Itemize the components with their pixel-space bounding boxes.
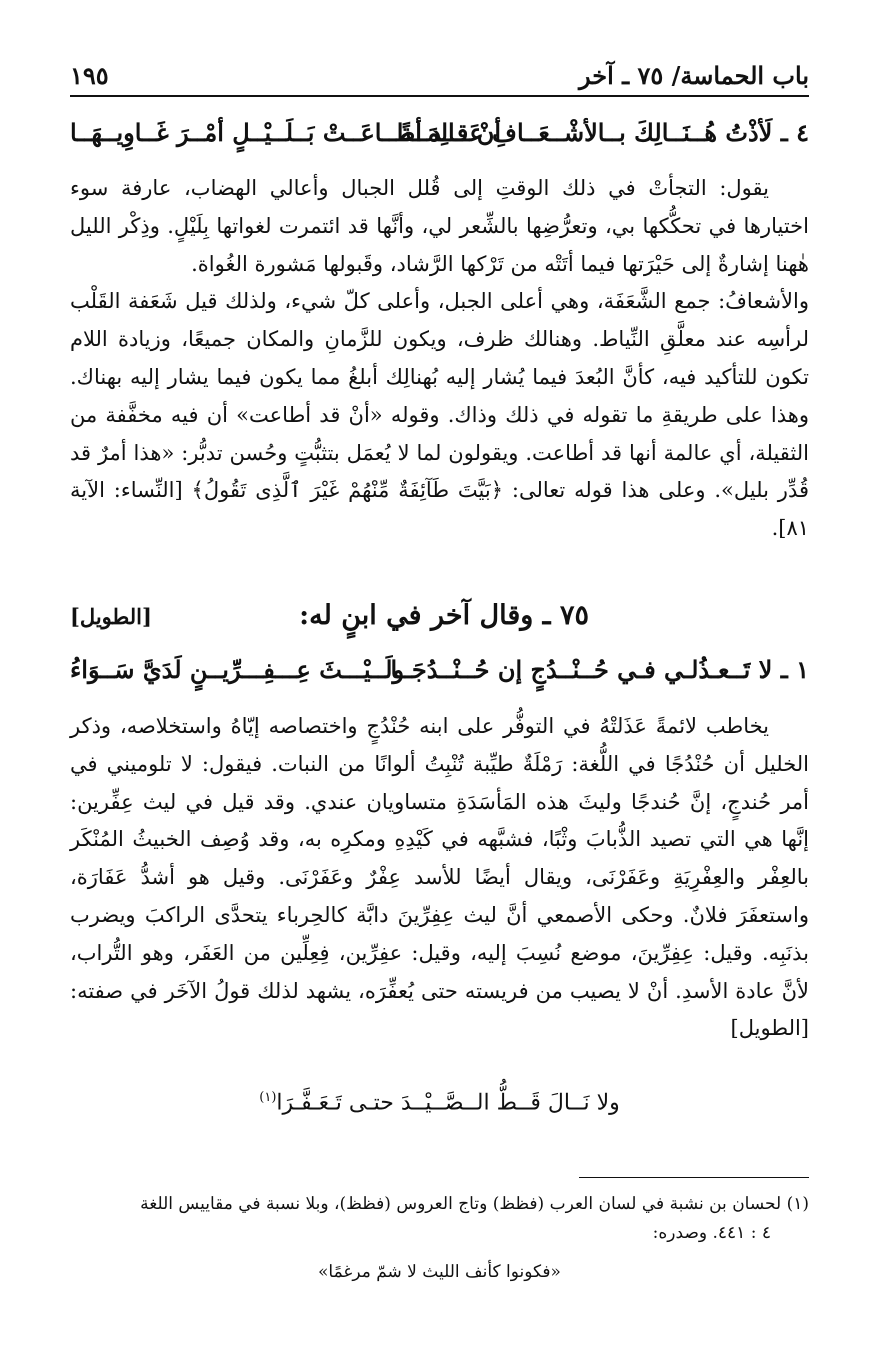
verse-1-second-hemistich: ولَــيْـــثَ عِـــفِـــرِّيــنٍ لَدَيَّ سَــوَاءُ <box>70 655 405 684</box>
commentary-paragraph: يخاطب لائمةً عَذَلتْهُ في التوفُّر على ابنه حُنْدُجٍ واختصاصه إيّاهُ واستخلاصه، وذكر الخليل أن حُنْدُجًا في اللُّغة: رَمْلَةٌ طيِّبة تُنْبِتُ ألوانًا من النبات. فيقول: لا تلوميني في أمر حُندجٍ، إنَّ حُندجًا وليثَ هذه المَأسَدَةِ متساويان عندي. وقد قيل في ليث عِفِّرين: إنَّها هي التي تصيد الذُّبابَ وثْبًا، فشبَّهه في كَيْدِهِ ومكرِه به، وقد وُصِف الخبيثُ المُنْكَر بالعِفْر والعِفْرِيَةِ وعَفَرْنَى، ويقال أيضًا للأسد عِفْرٌ وعَفَرْنَى. وقيل هو أشدُّ عَفَارَة، واستعفَرَ فلانٌ. وحكى الأصمعي أنَّ ليث عِفِرِّينَ دابَّة كالحِرباء يتحدَّى الراكبَ ويضرب بذنَبِه. وقيل: عِفِرِّينَ، موضع نُسِبَ إليه، وقيل: عفِرِّين، فِعِلِّين من العَفَر، وهو التُّراب، لأنَّ عادة الأسدِ. أنْ لا يصيب من فريسته حتى يُعفِّرَه، يشهد لذلك قولُ الآخَر في صفته: [الطويل] <box>70 714 809 1041</box>
verse-1 <box>70 655 809 697</box>
commentary-paragraph: يقول: التجأتْ في ذلك الوقتِ إلى قُلل الجبال وأعالي الهضاب، عارفة سوء اختيارها في تحكُّكها بي، وتعرُّضِها بالشِّعر لي، وأنَّها قد ائتمرت لغواتها بِلَيْلٍ. وذِكْر الليل هٰهنا إشارةٌ إلى حَيْرَتها فيما أتَتْه من تَرْكها الرَّشاد، وقَبولها مَشورة الغُواة. <box>70 176 809 276</box>
verse-4-first-hemistich: ٤ ـ لَأذْتُ هُــنَــالِكَ بــالأشْــعَــافِ عَــالِمَــةً <box>399 118 809 147</box>
commentary-paragraph: والأشعافُ: جمع الشَّعَفَة، وهي أعلى الجبل، وأعلى كلّ شيء، ولذلك قيل شَعَفة القَلْب لرأسِه عند معلَّقِ النِّياط. وهنالك ظرف، ويكون للزَّمانِ والمكان جميعًا، وزيادة اللام تكون للتأكيد فيه، كأنَّ البُعدَ فيما يُشار إليه بُهنالِك أبلغُ مما يكون فيما يشار إليه بهناك. وهذا على طريقةِ ما تقوله في ذلك وذاك. وقوله «أنْ قد أطاعت» أن فيه مخفَّفة من الثقيلة، أي عالمة أنها قد أطاعت. ويقولون لما لا يُعمَل بتثبُّتٍ وحُسن تدبُّر: «هذا أمرٌ قد قُدِّر بليل». وعلى هذا قوله تعالى: ﴿بَيَّتَ طَآئِفَةٌ مِّنْهُمْ غَيْرَ ٱلَّذِى تَقُولُ﴾ [النِّساء: الآية ٨١]. <box>70 289 809 541</box>
verse-4 <box>70 118 809 160</box>
footnote-quote: «فكونوا كأنف الليث لا شمّ مرغمًا» <box>318 1262 561 1282</box>
footnote-marker: (١) <box>259 1090 277 1105</box>
footnote <box>70 1190 809 1287</box>
footnote-line: ٤ : ٤٤١. وصدره: <box>652 1223 771 1243</box>
poem-meter: [الطويل] <box>70 604 152 629</box>
commentary-verse-1 <box>70 708 809 1048</box>
quoted-half-verse <box>70 1090 809 1115</box>
poem-75-heading <box>70 600 809 644</box>
page-number: ١٩٥ <box>70 61 109 90</box>
verse-1-first-hemistich: ١ ـ لا تَــعـذُلـي فـي حُــنْــدُجٍ إن حُــنْــدُجَــا <box>390 655 809 684</box>
page-header <box>70 55 809 97</box>
quoted-half-verse-text: ولا نَــالَ قَــطُّ الــصَّــيْــدَ حتـى تَـعَـفَّـرَا <box>276 1090 620 1116</box>
footnote-separator <box>579 1177 809 1178</box>
running-title: باب الحماسة/ ٧٥ ـ آخر <box>579 61 809 90</box>
commentary-verse-4 <box>70 170 809 548</box>
verse-4-second-hemistich: أنْ قــد أطــاعَــتْ بَــلَــيْــلٍ أمْــرَ غَــاوِيــهَــا <box>70 118 502 147</box>
footnote-line: (١) لحسان بن نشبة في لسان العرب (فظظ) وتاج العروس (فظظ)، وبلا نسبة في مقاييس اللغة <box>140 1194 809 1214</box>
poem-title: ٧٥ ـ وقال آخر في ابنٍ له: <box>299 600 589 631</box>
